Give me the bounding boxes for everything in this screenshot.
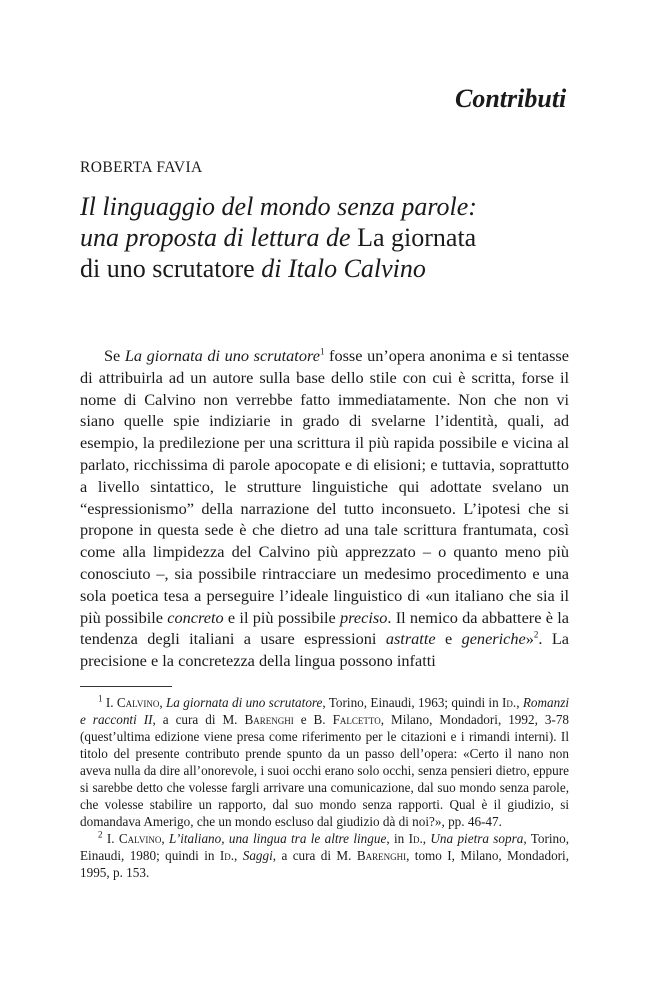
footnotes	[80, 694, 569, 881]
article-title	[80, 191, 600, 284]
footnote-text: ,	[516, 695, 523, 710]
footnote-text: , Torino, Einaudi, 1980; quindi in	[80, 831, 570, 863]
cited-title: L’italiano, una lingua tra le altre lingue	[168, 831, 387, 846]
body-paragraph	[80, 345, 569, 672]
footnote-text: I.	[102, 831, 119, 846]
italic-word: astratte	[385, 629, 436, 649]
title-line-3-italic: di Italo Calvino	[261, 254, 426, 283]
footnote-text: ,	[159, 695, 166, 710]
italic-word: concreto	[167, 607, 224, 627]
footnote-text: ,	[422, 831, 431, 846]
cited-title: La giornata di uno scrutatore	[165, 695, 323, 710]
footnote-1	[80, 694, 569, 830]
author-name: Calvino	[116, 695, 160, 710]
body-text-run: fosse un’opera anonima e si tentasse di attribuirla ad un autore sulla base dello stile con cui è scritta, forse il nome di Calvino non verrebbe fatto immediatamente. Non che non vi siano quelle spie indiziarie in grado di svelarne l’identità, quali, ad esempio, la predilezione per una scrittura il più rapida possibile e vicina al parlato, ricchissima di parole apocopate e di elisioni; e tuttavia, soprattutto a livello sintattico, le strutture linguistiche qui adottate svelano un “espressionismo” della narrazione del tutto inconsueto. L’ipotesi che si propone in questa sede è che dietro ad una tale scrittura frantumata, così come alla limpidezza del Calvino più apprezzato – o quanto meno più conosciuto –, sia possibile rintracciare un medesimo procedimento e una sola poetica tesa a perseguire l’ideale linguistico di «un italiano che sia il più possibile	[80, 346, 569, 627]
body-text-run: »	[525, 629, 534, 649]
article-author: ROBERTA FAVIA	[80, 159, 203, 176]
footnote-text: , in	[386, 831, 409, 846]
editor-name: Barenghi	[356, 848, 407, 863]
cited-title: Saggi	[242, 848, 273, 863]
editor-name: Falcetto	[332, 712, 381, 727]
cited-title: Una pietra sopra	[430, 831, 524, 846]
footnote-text: , a cura di M.	[152, 712, 245, 727]
footnote-text: , Milano, Mondadori, 1992, 3-78 (quest’ultima edizione viene presa come riferimento per le citazioni e i rimandi interni). Il titolo del presente contributo prende spunto da un passo dell’opera: «Certo il nano non aveva nulla da dire all’onorevole, i suoi occhi erano solo occhi, senza pensieri dietro, eppure si sarebbe detto che volesse fargli arrivare una comunicazione, dal suo mondo senza parole, che volesse stabilire un rapporto, dal suo mondo senza rapporti. Qual è il giudizio, si domandava Amerigo, che un mondo escluso dal giudizio dà di noi?», pp. 46-47.	[80, 712, 570, 829]
body-text-run: . Il nemico da abbattere è la tendenza degli italiani a usare espressioni	[80, 607, 569, 649]
footnote-text: , a cura di M.	[272, 848, 357, 863]
footnote-text: , Torino, Einaudi, 1963; quindi in	[322, 695, 503, 710]
ibidem-abbrev: Id.	[219, 848, 235, 863]
cited-title: Romanzi e racconti II	[80, 695, 570, 727]
body-text-run: Se	[104, 346, 125, 365]
ibidem-abbrev: Id.	[502, 695, 517, 710]
body-text-run: e	[435, 629, 462, 649]
title-line-1: Il linguaggio del mondo senza parole:	[80, 192, 477, 221]
section-heading: Contributi	[455, 84, 567, 113]
author-name: Calvino	[118, 831, 162, 846]
footnote-text: , tomo I, Milano, Mondadori, 1995, p. 153.	[80, 848, 570, 880]
title-line-2-italic: una proposta di lettura de	[80, 223, 351, 252]
footnote-1-number: 1	[98, 693, 103, 704]
body-text-run: e il più possibile	[223, 607, 341, 627]
italic-word: preciso	[340, 607, 388, 627]
title-line-2-roman: La giornata	[350, 223, 477, 252]
footnote-separator	[80, 686, 172, 687]
editor-name: Barenghi	[244, 712, 294, 727]
footnote-text: e B.	[293, 712, 333, 727]
footnote-ref-2[interactable]: 2	[533, 629, 539, 640]
italic-word: generiche	[461, 629, 526, 649]
footnote-text: ,	[234, 848, 243, 863]
title-line-3-roman: di uno scrutatore	[80, 254, 262, 283]
footnote-ref-1[interactable]: 1	[319, 346, 325, 357]
footnote-text: I.	[102, 695, 117, 710]
book-title-italic: La giornata di uno scrutatore	[124, 346, 320, 365]
body-text-run: . La precisione e la concretezza della lingua possono infatti	[80, 629, 570, 671]
ibidem-abbrev: Id.	[408, 831, 423, 846]
footnote-text: ,	[161, 831, 169, 846]
footnote-2-number: 2	[98, 829, 103, 840]
footnote-2	[80, 830, 569, 881]
body-text	[80, 345, 569, 672]
